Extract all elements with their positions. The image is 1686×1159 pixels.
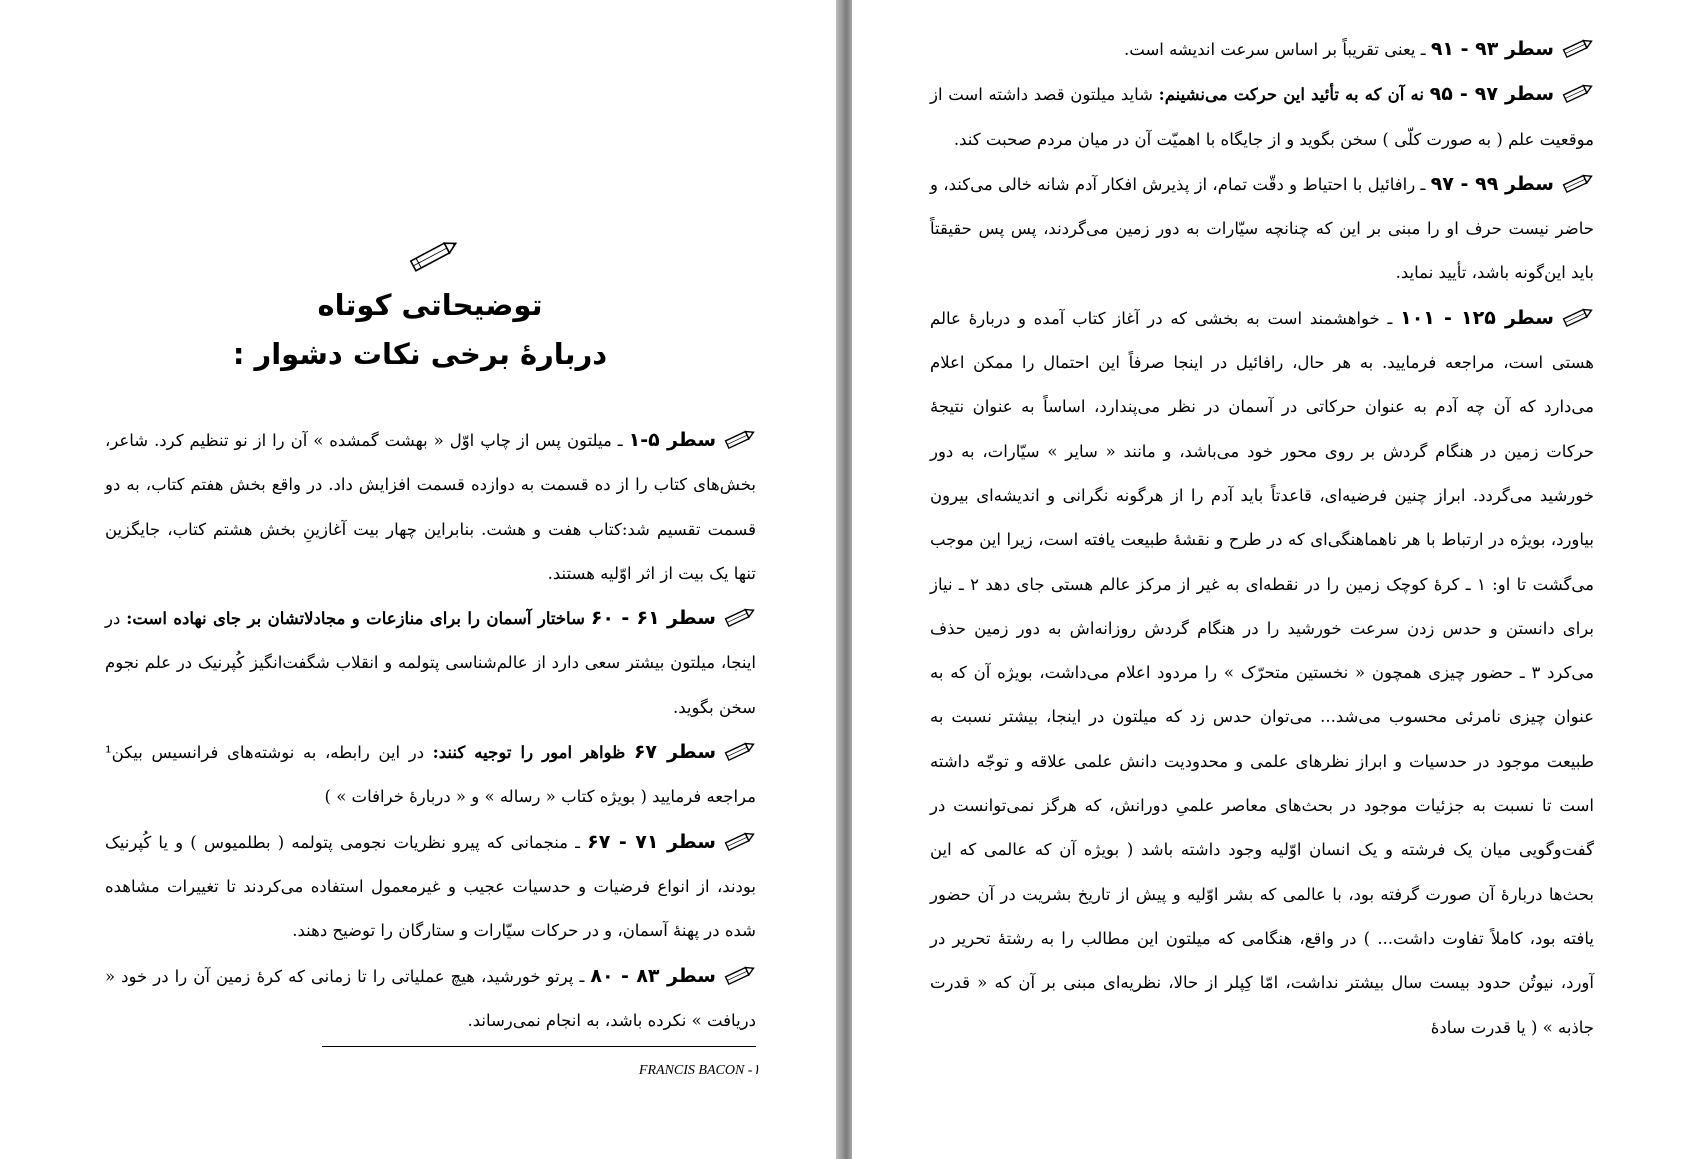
- note-item: [930, 296, 1594, 1050]
- right-notes: [930, 27, 1594, 1050]
- pencil-icon: [722, 607, 756, 627]
- note-reference: سطر ۸۳ - ۸۰: [590, 964, 716, 987]
- note-text: شاید میلتون قصد داشته است از موقعیت علم ( به صورت کلّی ) سخن بگوید و از جایگاه با اهمیّت آن در میان مردم صحبت کند.: [930, 85, 1594, 149]
- note-text: ـ خواهشمند است به بخشی که در آغاز کتاب آمده و دربارۀ عالم هستی است، مراجعه فرمایید. به هر حال، رافائیل در اینجا صرفاً این احتمال را ممکن اعلام می‌دارد که آن چه آدم به عنوان حرکاتی در آسمان در نظر می‌پندارد، اساساً به عنوان نتیجۀ حرکات زمین در هنگام گردش بر روی محور خود می‌باشد، و مانند « سایر » سیّارات، به دور خورشید می‌گردد. ابراز چنین فرضیه‌ای، قاعدتاً باید آدم را از هرگونه نگرانی و اندیشه‌ای بیرون بیاورد، بویژه در ارتباط با هر ناهماهنگی‌ای که در طرح و نقشۀ طبیعت یافته است، زیرا این موجب می‌گشت تا او: ۱ ـ کرۀ کوچک زمین را در نقطه‌ای به غیر از مرکز عالم هستی جای دهد ۲ ـ نیاز برای دانستن و حدس زدن سرعت خورشید را در هنگام گردش روزانه‌اش به دور زمین حذف می‌کرد ۳ ـ حضور چیزی همچون « نخستین متحرّک » را مردود اعلام می‌داشت، بویژه آن که به عنوان چیزی نامرئی محسوب می‌شد... می‌توان حدس زد که میلتون در اینجا، بیشتر نسبت به طبیعت موجود در حدسیات و ابراز نظرهای علمی و محدودیت دانش علمی علاقه و توجّه داشته است تا نسبت به جزئیات موجود در بحث‌های معاصر علمیِ دورانش، که هرگز نمی‌توانست در گفت‌وگویی میان یک فرشته و یک انسان اوّلیه وجود داشته باشد ( بویژه آن که عالمی که این بحث‌ها دربارۀ آن صورت گرفته بود، با عالمی که بشر اوّلیه و پیش از تاریخ بشریت در آن حضور یافته بود، کاملاً تفاوت داشت... ) در واقع، هنگامی که میلتون این مطالب را به رشتۀ تحریر در آورد، نیوتُن حدود بیست سال بیشتر نداشت، امّا کِپلر از حالا، نظریه‌ای مبنی بر آن که « قدرت جاذبه » ( یا قدرت سادۀ: [930, 308, 1594, 1037]
- note-text: ـ پرتو خورشید، هیچ عملیاتی را تا زمانی که کرۀ زمین آن را در خود « دریافت » نکرده باشد، به انجام نمی‌رساند.: [105, 966, 756, 1030]
- note-item: [105, 418, 756, 596]
- note-item: [105, 596, 756, 730]
- note-item: [930, 72, 1594, 162]
- note-item: [930, 27, 1594, 72]
- page-subtitle: دربارۀ برخی نکات دشوار :: [232, 337, 608, 371]
- note-text: ـ منجمانی که پیرو نظریات نجومی پتولمه ( بطلمیوس ) و یا کُپرنیک بودند، از انواع فرضیات و حدسیات عجیب و غیرمعمول استفاده می‌کردند تا تغییرات مشاهده شده در پهنۀ آسمان، و در حرکات سیّارات و ستارگان را توضیح دهند.: [105, 832, 756, 941]
- pencil-icon: [405, 238, 461, 274]
- pencil-icon: [722, 965, 756, 985]
- left-notes: [105, 418, 756, 1043]
- note-reference: سطر ۹۳ - ۹۱: [1430, 38, 1554, 60]
- footnote: FRANCIS BACON -۱: [638, 1063, 760, 1078]
- pencil-icon: [722, 741, 756, 761]
- note-item: [105, 730, 756, 820]
- note-item: [105, 954, 756, 1044]
- note-item: [930, 162, 1594, 296]
- pencil-icon: [1560, 307, 1594, 327]
- note-text: ـ میلتون پس از چاپ اوّل « بهشت گمشده » آن را از نو تنظیم کرد. شاعر، بخش‌های کتاب را از ده قسمت به دوازده قسمت افزایش داد. در واقع بخش هفتم کتاب، به دو قسمت تقسیم شد:کتاب هفت و هشت. بنابراین چهار بیت آغازینِ بخش هشتم کتاب، جایگزین تنها یک بیت از اثر اوّلیه هستند.: [105, 431, 756, 583]
- page-gutter: [836, 0, 852, 1159]
- pencil-icon: [722, 429, 756, 449]
- footnote-divider: [322, 1046, 756, 1047]
- page-title: توضیحاتی کوتاه: [317, 288, 543, 322]
- note-reference: سطر ۶۱ - ۶۰: [590, 607, 716, 630]
- note-text: در این رابطه، به نوشته‌های فرانسیس بیکن¹ مراجعه فرمایید ( بویژه کتاب « رساله » و « دربارۀ خرافات » ): [105, 743, 756, 807]
- note-text: ـ رافائیل با احتیاط و دقّت تمام، از پذیرش افکار آدم شانه خالی می‌کند، و حاضر نیست حرف او را مبنی بر این که چنانچه سیّارات به دور زمین می‌گردند، پس پس حقیقتاً باید این‌گونه باشد، تأیید نماید.: [930, 174, 1594, 283]
- pencil-icon: [1560, 83, 1594, 103]
- note-reference: سطر ۶۷: [633, 741, 717, 764]
- note-text: در اینجا، میلتون بیشتر سعی دارد از عالم‌شناسی پتولمه و انقلاب شگفت‌انگیز کُپرنیک در علم نجوم سخن بگوید.: [105, 609, 756, 717]
- note-heading: نه آن که به تأئید این حرکت می‌نشینم:: [1158, 85, 1424, 105]
- note-heading: ظواهر امور را توجیه کنند:: [432, 743, 626, 763]
- note-reference: سطر ۱۲۵ - ۱۰۱: [1400, 306, 1554, 329]
- note-item: [105, 820, 756, 954]
- pencil-icon: [1560, 38, 1594, 58]
- note-reference: سطر ۷۱ - ۶۷: [587, 830, 716, 853]
- note-text: ـ یعنی تقریباً بر اساس سرعت اندیشه است.: [1124, 40, 1426, 59]
- note-reference: سطر ۹۷ - ۹۵: [1429, 83, 1554, 106]
- pencil-icon: [722, 831, 756, 851]
- note-heading: ساختار آسمان را برای منازعات و مجادلاتشان بر جای نهاده است:: [126, 609, 585, 629]
- note-reference: سطر ۵-۱: [628, 429, 717, 451]
- pencil-icon: [1560, 173, 1594, 193]
- note-reference: سطر ۹۹ - ۹۷: [1430, 172, 1554, 195]
